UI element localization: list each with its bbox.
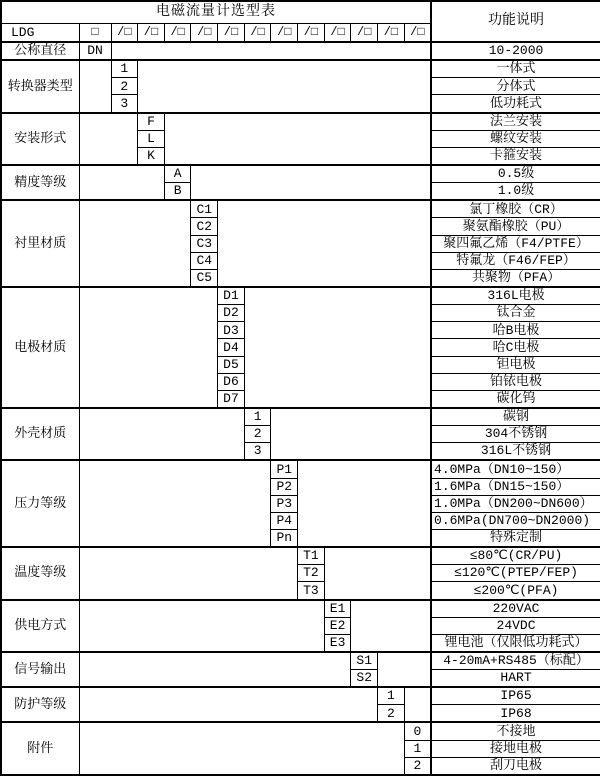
- temperature-rating-code-cell: T3: [298, 582, 325, 600]
- power-supply-label: 供电方式: [1, 600, 79, 652]
- pressure-rating-label: 压力等级: [1, 460, 79, 547]
- spacer-cell: [79, 687, 378, 722]
- installation-type-desc-cell: 法兰安装: [431, 113, 600, 131]
- accessories-label: 附件: [1, 722, 79, 774]
- electrode-material-label: 电极材质: [1, 287, 79, 408]
- spacer-cell: [244, 287, 431, 408]
- model-prefix-label: LDG: [1, 24, 79, 43]
- converter-type-desc-cell: 一体式: [431, 60, 600, 78]
- model-slash-box-cell: /□: [324, 24, 351, 43]
- nominal-diameter-desc-cell: 10-2000: [431, 42, 600, 60]
- spacer-cell: [351, 600, 431, 652]
- installation-type-code-cell: F: [138, 113, 165, 131]
- pressure-rating-code-cell: P2: [271, 478, 298, 495]
- temperature-rating-code-cell: T2: [298, 565, 325, 582]
- lining-material-desc-cell: 共聚物（PFA）: [431, 269, 600, 287]
- electrode-material-desc-cell: 钛合金: [431, 305, 600, 322]
- model-slash-box-cell: /□: [111, 24, 138, 43]
- pressure-rating-code-cell: P1: [271, 460, 298, 478]
- pressure-rating-desc-cell: 4.0MPa（DN10~150）: [431, 460, 600, 478]
- model-slash-box-cell: /□: [351, 24, 378, 43]
- spacer-cell: [164, 113, 431, 165]
- protection-rating-label: 防护等级: [1, 687, 79, 722]
- accuracy-class-desc-cell: 1.0级: [431, 183, 600, 201]
- model-slash-box-cell: /□: [191, 24, 218, 43]
- protection-rating-code-cell: 2: [378, 705, 405, 723]
- protection-rating-desc-cell: IP68: [431, 705, 600, 723]
- spacer-cell: [79, 547, 298, 599]
- spacer-cell: [79, 652, 351, 687]
- spacer-cell: [79, 200, 191, 287]
- temperature-rating-desc-cell: ≤200℃(PFA): [431, 582, 600, 600]
- accuracy-class-desc-cell: 0.5级: [431, 165, 600, 183]
- model-slash-box-cell: /□: [404, 24, 431, 43]
- power-supply-desc-cell: 锂电池（仅限低功耗式）: [431, 634, 600, 652]
- electrode-material-desc-cell: 316L电极: [431, 287, 600, 305]
- converter-type-code-cell: 1: [111, 60, 138, 78]
- installation-type-code-cell: K: [138, 147, 165, 165]
- installation-type-label: 安装形式: [1, 113, 79, 165]
- accessories-code-cell: 1: [404, 740, 431, 757]
- spacer-cell: [138, 60, 431, 112]
- converter-type-desc-cell: 低功耗式: [431, 95, 600, 113]
- lining-material-code-cell: C3: [191, 235, 218, 252]
- spacer-cell: [271, 408, 431, 460]
- lining-material-desc-cell: 特氟龙（F46/FEP）: [431, 252, 600, 269]
- lining-material-code-cell: C5: [191, 269, 218, 287]
- electrode-material-code-cell: D6: [218, 373, 245, 390]
- pressure-rating-desc-cell: 特殊定制: [431, 529, 600, 547]
- temperature-rating-desc-cell: ≤80℃(CR/PU): [431, 547, 600, 565]
- spacer-cell: [218, 200, 431, 287]
- spacer-cell: [79, 60, 111, 112]
- table-title: 电磁流量计选型表: [1, 1, 431, 24]
- model-slash-box-cell: /□: [271, 24, 298, 43]
- electrode-material-desc-cell: 铂铱电极: [431, 373, 600, 390]
- housing-material-desc-cell: 304不锈钢: [431, 426, 600, 443]
- spacer-cell: [79, 113, 138, 165]
- electrode-material-desc-cell: 哈C电极: [431, 339, 600, 356]
- lining-material-desc-cell: 聚氨酯橡胶（PU）: [431, 218, 600, 235]
- model-slash-box-cell: /□: [138, 24, 165, 43]
- lining-material-code-cell: C4: [191, 252, 218, 269]
- spacer-cell: [79, 408, 244, 460]
- power-supply-code-cell: E1: [324, 600, 351, 618]
- converter-type-label: 转换器类型: [1, 60, 79, 112]
- spacer-cell: [79, 600, 324, 652]
- housing-material-desc-cell: 碳钢: [431, 408, 600, 426]
- spacer-cell: [79, 165, 164, 200]
- converter-type-code-cell: 2: [111, 78, 138, 95]
- pressure-rating-code-cell: P3: [271, 495, 298, 512]
- housing-material-code-cell: 3: [244, 443, 271, 461]
- installation-type-code-cell: L: [138, 130, 165, 147]
- temperature-rating-code-cell: T1: [298, 547, 325, 565]
- electrode-material-desc-cell: 哈B电极: [431, 322, 600, 339]
- model-slash-box-cell: /□: [244, 24, 271, 43]
- housing-material-code-cell: 2: [244, 426, 271, 443]
- electrode-material-desc-cell: 碳化钨: [431, 390, 600, 408]
- lining-material-code-cell: C2: [191, 218, 218, 235]
- accuracy-class-code-cell: A: [164, 165, 191, 183]
- signal-output-desc-cell: HART: [431, 670, 600, 688]
- protection-rating-desc-cell: IP65: [431, 687, 600, 705]
- lining-material-label: 衬里材质: [1, 200, 79, 287]
- spacer-cell: [191, 165, 431, 200]
- accessories-code-cell: 0: [404, 722, 431, 740]
- electrode-material-code-cell: D2: [218, 305, 245, 322]
- electrode-material-code-cell: D3: [218, 322, 245, 339]
- pressure-rating-desc-cell: 1.6MPa（DN15~150）: [431, 478, 600, 495]
- electrode-material-code-cell: D7: [218, 390, 245, 408]
- pressure-rating-code-cell: Pn: [271, 529, 298, 547]
- signal-output-label: 信号输出: [1, 652, 79, 687]
- model-slash-box-cell: /□: [378, 24, 405, 43]
- temperature-rating-desc-cell: ≤120℃(PTEP/FEP): [431, 565, 600, 582]
- model-slash-box-cell: /□: [298, 24, 325, 43]
- accessories-code-cell: 2: [404, 757, 431, 775]
- accuracy-class-label: 精度等级: [1, 165, 79, 200]
- function-column-header: 功能说明: [431, 1, 600, 42]
- accessories-desc-cell: 接地电极: [431, 740, 600, 757]
- power-supply-desc-cell: 24VDC: [431, 617, 600, 634]
- pressure-rating-code-cell: P4: [271, 512, 298, 529]
- electrode-material-code-cell: D1: [218, 287, 245, 305]
- spacer-cell: [298, 460, 431, 547]
- pressure-rating-desc-cell: 1.0MPa（DN200~DN600）: [431, 495, 600, 512]
- signal-output-desc-cell: 4-20mA+RS485（标配）: [431, 652, 600, 670]
- signal-output-code-cell: S1: [351, 652, 378, 670]
- installation-type-desc-cell: 螺纹安装: [431, 130, 600, 147]
- spacer-cell: [404, 687, 431, 722]
- spacer-cell: [79, 287, 218, 408]
- accessories-desc-cell: 不接地: [431, 722, 600, 740]
- spacer-cell: [79, 460, 271, 547]
- protection-rating-code-cell: 1: [378, 687, 405, 705]
- nominal-diameter-code-cell: DN: [79, 42, 111, 60]
- housing-material-code-cell: 1: [244, 408, 271, 426]
- signal-output-code-cell: S2: [351, 670, 378, 688]
- lining-material-code-cell: C1: [191, 200, 218, 218]
- housing-material-desc-cell: 316L不锈钢: [431, 443, 600, 461]
- temperature-rating-label: 温度等级: [1, 547, 79, 599]
- housing-material-label: 外壳材质: [1, 408, 79, 460]
- power-supply-code-cell: E3: [324, 634, 351, 652]
- model-box-cell: □: [79, 24, 111, 43]
- accessories-desc-cell: 刮刀电极: [431, 757, 600, 775]
- accuracy-class-code-cell: B: [164, 183, 191, 201]
- spacer-cell: [378, 652, 431, 687]
- lining-material-desc-cell: 氯丁橡胶（CR）: [431, 200, 600, 218]
- pressure-rating-desc-cell: 0.6MPa(DN700~DN2000): [431, 512, 600, 529]
- lining-material-desc-cell: 聚四氟乙烯（F4/PTFE）: [431, 235, 600, 252]
- power-supply-desc-cell: 220VAC: [431, 600, 600, 618]
- model-slash-box-cell: /□: [218, 24, 245, 43]
- spacer-cell: [324, 547, 431, 599]
- electrode-material-code-cell: D5: [218, 356, 245, 373]
- nominal-diameter-label: 公称直径: [1, 42, 79, 60]
- converter-type-code-cell: 3: [111, 95, 138, 113]
- electrode-material-code-cell: D4: [218, 339, 245, 356]
- converter-type-desc-cell: 分体式: [431, 78, 600, 95]
- spacer-cell: [111, 42, 431, 60]
- electrode-material-desc-cell: 钽电极: [431, 356, 600, 373]
- installation-type-desc-cell: 卡箍安装: [431, 147, 600, 165]
- power-supply-code-cell: E2: [324, 617, 351, 634]
- model-slash-box-cell: /□: [164, 24, 191, 43]
- spacer-cell: [79, 722, 404, 774]
